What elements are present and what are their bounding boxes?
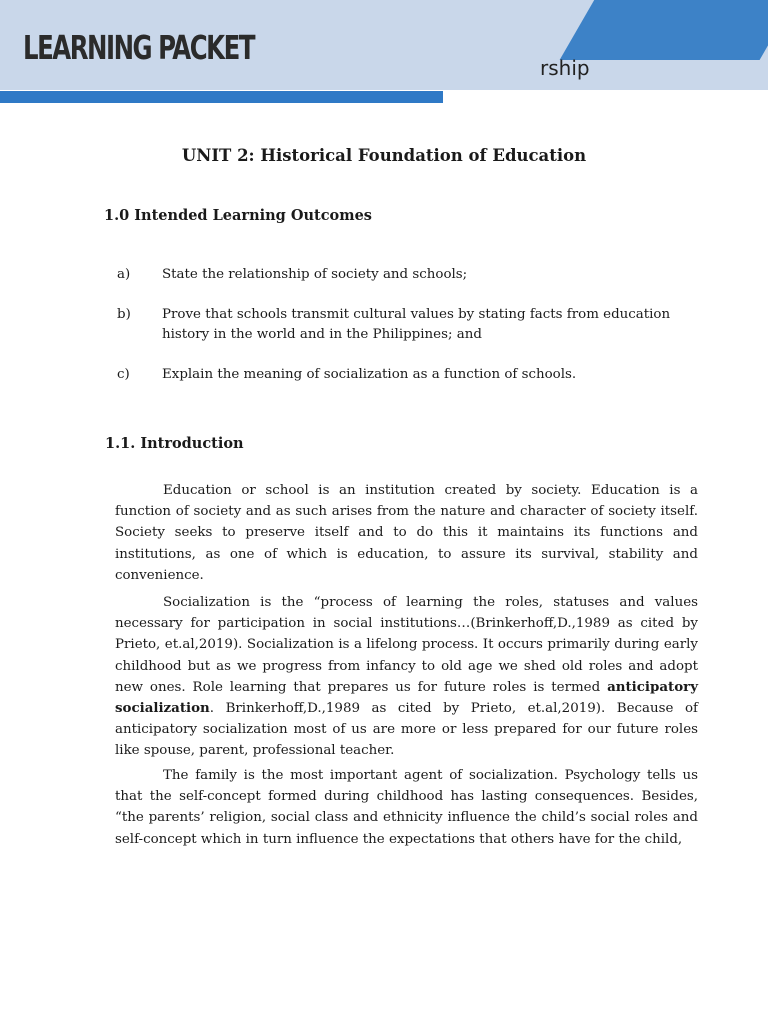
learning-packet-logo: LEARNING PACKET: [23, 28, 254, 67]
intro-paragraph-1: [115, 480, 698, 586]
paragraph-text: . Brinkerhoff,D.,1989 as cited by Prieto, et.al,2019). Because of anticipatory socialization most of us are more or less prepared for our future roles like spouse, parent, professional teacher.: [115, 701, 698, 759]
outcome-item-c: [117, 365, 687, 385]
paragraph-text: Socialization is the “process of learning the roles, statuses and values necessary for participation in social institutions…(Brinkerhoff,D.,1989 as cited by Prieto, et.al,2019). Socialization is a lifelong process. It occurs primarily during early childhood but as we progress from infancy to old age we shed old roles and adopt new ones. Role learning that prepares us for future roles is termed: [115, 595, 698, 695]
header-subtitle-fragment: rship: [540, 56, 590, 80]
paragraph-text: The family is the most important agent of socialization. Psychology tells us that the self-concept formed during childhood has lasting consequences. Besides, “the parents’ religion, social class and ethnicity influence the child’s social roles and self-concept which in turn influence the expectations that others have for the child,: [115, 768, 698, 847]
intro-paragraph-3: [115, 765, 698, 850]
outcome-item-a: [117, 265, 687, 285]
intro-paragraph-2: [115, 592, 698, 762]
outcome-marker: c): [117, 367, 130, 382]
outcome-marker: a): [117, 267, 131, 282]
banner-accent-bar: [0, 91, 443, 103]
banner-accent-shape: [560, 0, 768, 60]
outcomes-heading: 1.0 Intended Learning Outcomes: [104, 207, 372, 224]
outcome-text: Explain the meaning of socialization as a function of schools.: [162, 367, 577, 382]
outcome-text: Prove that schools transmit cultural values by stating facts from education history in the world and in the Philippines; and: [162, 307, 671, 342]
outcome-item-b: [117, 305, 687, 345]
paragraph-text: Education or school is an institution created by society. Education is a function of society and as such arises from the nature and character of society itself. Society seeks to preserve itself and to do this it maintains its functions and institutions, as one of which is education, to assure its survival, stability and convenience.: [115, 483, 698, 583]
outcome-text: State the relationship of society and schools;: [162, 267, 468, 282]
outcome-marker: b): [117, 307, 131, 322]
unit-title: UNIT 2: Historical Foundation of Education: [181, 146, 587, 165]
introduction-heading: 1.1. Introduction: [105, 435, 244, 452]
header-banner: [0, 0, 768, 110]
anticipatory-socialization-term: anticipatory socialization: [115, 678, 698, 717]
